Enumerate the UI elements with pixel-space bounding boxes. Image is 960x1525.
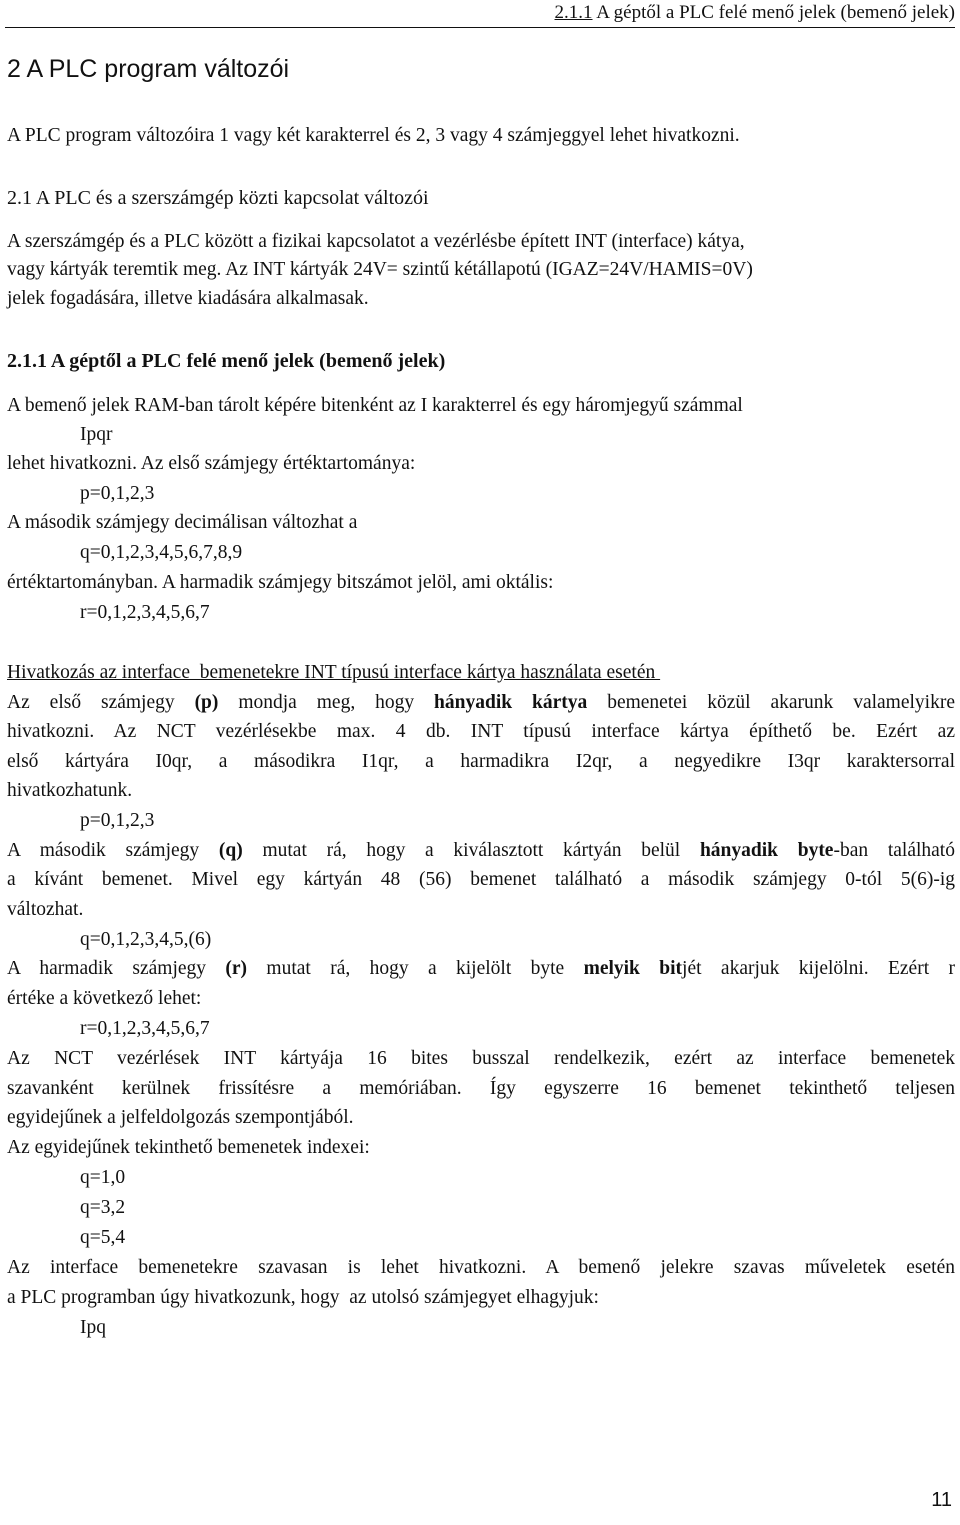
section-text-line: jelek fogadására, illetve kiadására alkalmasak. [7,288,369,309]
section-text-line: vagy kártyák teremtik meg. Az INT kártyák 24V= szintű kétállapotú (IGAZ=24V/HAMIS=0V) [7,259,753,280]
bold-run: (q) [218,840,243,861]
running-header-text: A géptől a PLC felé menő jelek (bemenő jelek) [592,2,955,23]
running-header-number: 2.1.1 [554,2,593,23]
interface-paragraph-line: Az interface bemenetekre szavasan is lehet hivatkozni. A bemenő jelekre szavas műveletek esetén [7,1257,955,1278]
text-run: bemenetei közül akarunk valamelyikre [587,692,955,713]
header-rule [5,27,955,28]
bold-run: hányadik kártya [434,692,588,713]
interface-paragraph-line: változhat. [7,899,84,920]
formula-ipqr: Ipqr [80,424,113,445]
interface-paragraph-line: hivatkozni. Az NCT vezérlésekbe max. 4 db. INT típusú interface kártya építhető be. Ezért az [7,721,955,742]
interface-paragraph-line [7,956,955,982]
formula-p-range: p=0,1,2,3 [80,810,155,831]
running-header [0,0,955,25]
formula-q-pair: q=3,2 [80,1197,126,1218]
formula-q-pair: q=1,0 [80,1167,126,1188]
text-run: jét akarjuk kijelölni. Ezért r [682,958,955,979]
bold-run: (r) [225,958,248,979]
formula-r-range: r=0,1,2,3,4,5,6,7 [80,602,210,623]
bold-run: melyik bit [583,958,683,979]
text-run: -ban található [833,840,955,861]
formula-p-range: p=0,1,2,3 [80,483,155,504]
formula-r-range: r=0,1,2,3,4,5,6,7 [80,1018,210,1039]
interface-paragraph-line [7,690,955,716]
interface-paragraph-line: szavanként kerülnek frissítésre a memóriában. Így egyszerre 16 bemenet tekinthető teljesen [7,1078,955,1099]
subsection-text-line: lehet hivatkozni. Az első számjegy értéktartománya: [7,453,416,474]
text-run: Az első számjegy [7,692,195,713]
bold-run: hányadik byte [699,840,834,861]
interface-paragraph-line: a PLC programban úgy hivatkozunk, hogy az utolsó számjegyet elhagyjuk: [7,1287,599,1308]
interface-paragraph-line: Az NCT vezérlések INT kártyája 16 bites busszal rendelkezik, ezért az interface bemenetek [7,1048,955,1069]
formula-q-pair: q=5,4 [80,1227,126,1248]
subsection-title: 2.1.1 A géptől a PLC felé menő jelek (bemenő jelek) [7,350,446,372]
interface-heading: Hivatkozás az interface bemenetekre INT típusú interface kártya használata esetén [7,662,661,683]
chapter-intro: A PLC program változóira 1 vagy két karakterrel és 2, 3 vagy 4 számjeggyel lehet hivatkozni. [7,125,740,146]
interface-paragraph-line: első kártyára I0qr, a másodikra I1qr, a harmadikra I2qr, a negyedikre I3qr karaktersorral [7,751,955,772]
subsection-text-line: A második számjegy decimálisan változhat a [7,512,358,533]
text-run: A harmadik számjegy [7,958,226,979]
interface-paragraph-line: Az egyidejűnek tekinthető bemenetek indexei: [7,1137,370,1158]
interface-paragraph-line: a kívánt bemenet. Mivel egy kártyán 48 (56) bemenet található a második számjegy 0-tól 5(6)-ig [7,869,955,890]
interface-paragraph-line: értéke a következő lehet: [7,988,202,1009]
subsection-text-line: A bemenő jelek RAM-ban tárolt képére bitenként az I karakterrel és egy háromjegyű számmal [7,395,743,416]
interface-paragraph-line: egyidejűnek a jelfeldolgozás szempontjából. [7,1107,354,1128]
text-run: mutat rá, hogy a kijelölt byte [247,958,584,979]
page-number: 11 [931,1489,952,1511]
text-run: mutat rá, hogy a kiválasztott kártyán belül [242,840,700,861]
formula-ipq: Ipq [80,1317,106,1338]
chapter-title: 2 A PLC program változói [7,55,290,83]
formula-q-range: q=0,1,2,3,4,5,(6) [80,929,212,950]
interface-paragraph-line [7,838,955,864]
section-text-line: A szerszámgép és a PLC között a fizikai kapcsolatot a vezérlésbe épített INT (interface) kátya, [7,231,745,252]
formula-q-range: q=0,1,2,3,4,5,6,7,8,9 [80,542,243,563]
subsection-text-line: értéktartományban. A harmadik számjegy bitszámot jelöl, ami oktális: [7,572,554,593]
text-run: mondja meg, hogy [218,692,435,713]
section-title: 2.1 A PLC és a szerszámgép közti kapcsolat változói [7,187,429,209]
interface-paragraph-line: hivatkozhatunk. [7,780,133,801]
text-run: A második számjegy [7,840,219,861]
bold-run: (p) [194,692,219,713]
